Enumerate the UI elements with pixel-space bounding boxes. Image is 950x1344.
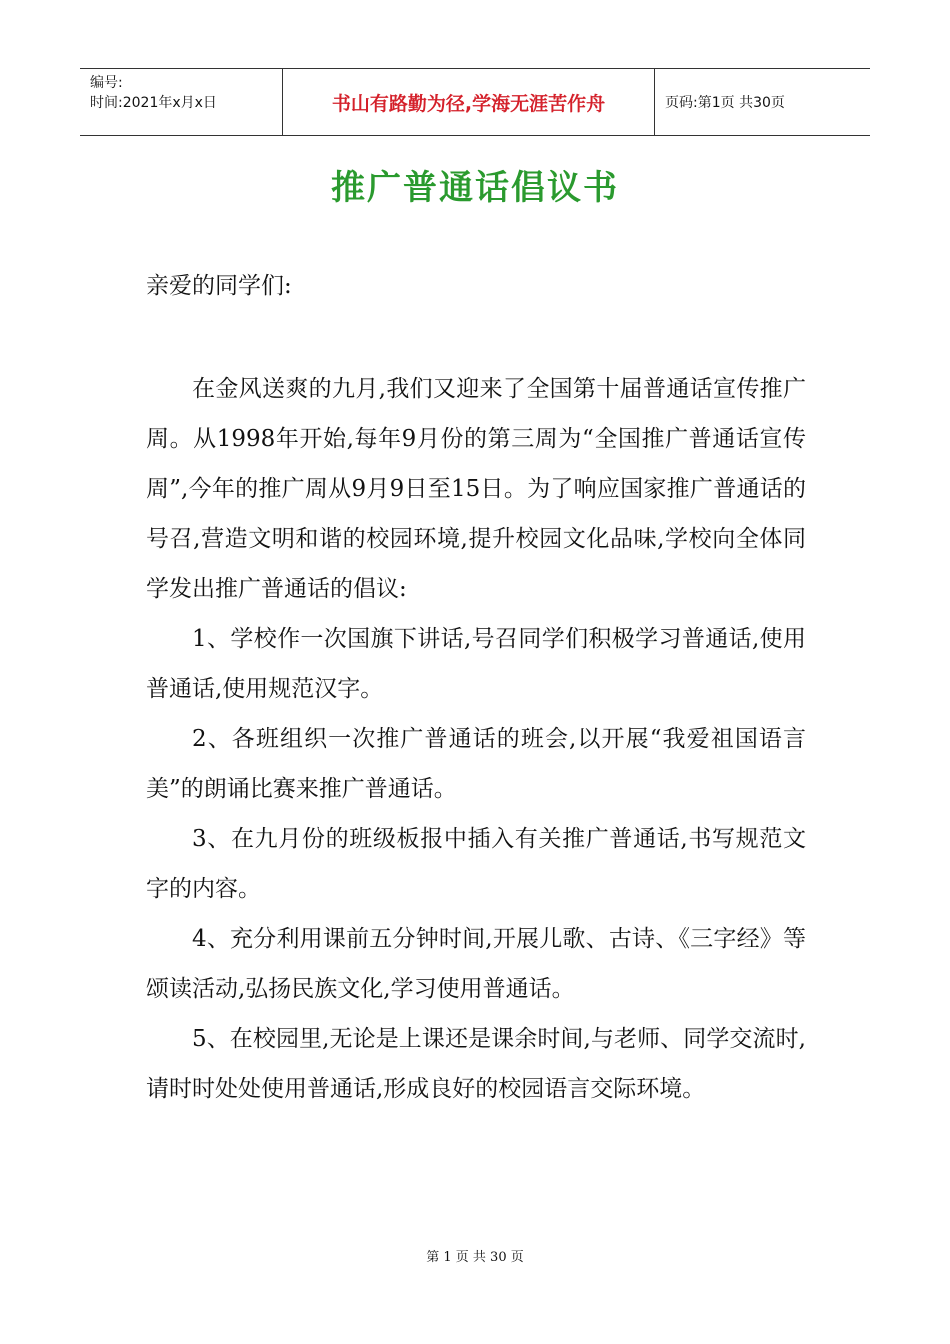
proposal-item: 1、学校作一次国旗下讲话,号召同学们积极学习普通话,使用普通话,使用规范汉字。 bbox=[146, 626, 806, 702]
document-time-label: 时间:2021年x月x日 bbox=[90, 95, 217, 111]
header-motto: 书山有路勤为径,学海无涯苦作舟 bbox=[282, 69, 655, 135]
greeting: 亲爱的同学们: bbox=[146, 273, 292, 299]
page-footer: 第 1 页 共 30 页 bbox=[426, 1250, 524, 1265]
intro-paragraph: 在金风送爽的九月,我们又迎来了全国第十届普通话宣传推广周。从1998年开始,每年9月份的第三周为“全国推广普通话宣传周”,今年的推广周从9月9日至15日。为了响应国家推广普通话的号召,营造文明和谐的校园环境,提升校园文化品味,学校向全体同学发出推广普通话的倡议: bbox=[146, 376, 806, 602]
document-number-label: 编号: bbox=[90, 75, 123, 91]
header-meta bbox=[80, 69, 282, 135]
proposal-item: 3、在九月份的班级板报中插入有关推广普通话,书写规范文字的内容。 bbox=[146, 826, 806, 902]
document-header bbox=[80, 68, 870, 136]
proposal-item: 5、在校园里,无论是上课还是课余时间,与老师、同学交流时,请时时处处使用普通话,形成良好的校园语言交际环境。 bbox=[146, 1026, 806, 1102]
proposal-item: 4、充分利用课前五分钟时间,开展儿歌、古诗、《三字经》等颂读活动,弘扬民族文化,学习使用普通话。 bbox=[146, 926, 806, 1002]
header-page-info: 页码:第1页 共30页 bbox=[665, 95, 785, 111]
document-body bbox=[146, 364, 806, 1114]
proposal-item: 2、各班组织一次推广普通话的班会,以开展“我爱祖国语言美”的朗诵比赛来推广普通话。 bbox=[146, 726, 806, 802]
document-title: 推广普通话倡议书 bbox=[331, 168, 619, 208]
